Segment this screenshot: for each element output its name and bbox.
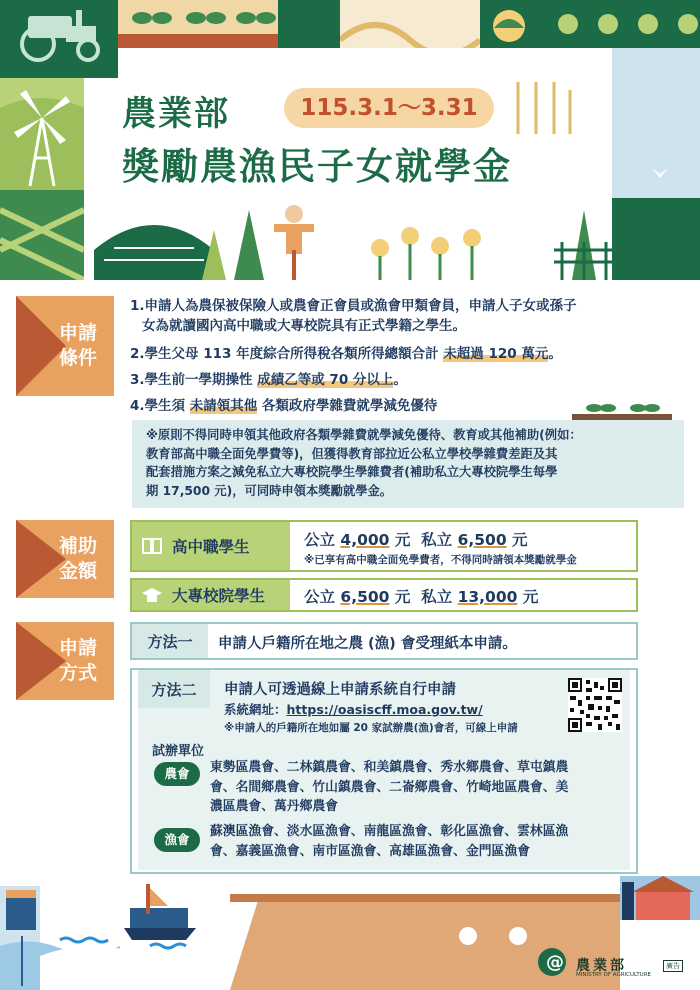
header-banner [0,0,700,280]
pilot-units-title: 試辦單位 [152,744,205,759]
college-amount: 公立 6,500 元 私立 13,000 元 [304,588,539,606]
method-2-note: ※申請人的戶籍所在地如屬 20 家試辦農(漁)會者，可線上申請 [224,722,518,734]
condition-4: 4.學生須 未請領其他 各類政府學雜費就學減免優待 [130,398,438,414]
method-1 [130,622,638,660]
conditions-note: ※原則不得同時申領其他政府各類學雜費就學減免優待、教育或其他補助(例如： 教育部高中職全面免學費等)，但獲得教育部拉近公私立學校學雜費差距及其 配套措施方案之減免私立大專校院學生學雜費者(補助私立大專校院學生每學 期 17,500 元)，可同時申領本獎勵就學金。 [132,420,684,508]
windmill-tile [0,78,84,190]
amount-label-text: 補助金額 [58,535,97,582]
condition-2: 2.學生父母 113 年度綜合所得稅各類所得總額合計 未超過 120 萬元。 [130,346,562,362]
sprout-tile [480,0,538,48]
tractor-icon [0,0,118,78]
method-label-text: 申請方式 [58,637,97,684]
college-label: 大專校院學生 [172,587,266,605]
wheat-icon [506,78,576,134]
leaf-strip [118,0,278,48]
boat-icon [124,884,196,940]
method-2-text: 申請人可透過線上申請系統自行申請 [224,682,456,698]
ad-label: 廣告 [663,960,683,972]
qr-code[interactable] [568,678,622,732]
section-label-conditions [16,296,114,396]
fishery-association-tag: 漁會 [154,828,200,852]
ministry-logo-subtitle: MINISTRY OF AGRICULTURE [576,972,651,978]
system-url-link[interactable]: https://oasiscff.moa.gov.tw/ [286,702,483,717]
right-sky [612,48,700,280]
tractor-tile [0,0,118,78]
date-range-badge: 115.3.1～3.31 [284,88,494,128]
section-label-amount [16,520,114,598]
conditions-label-text: 申請條件 [58,322,97,369]
method-1-text: 申請人戶籍所在地之農 (漁) 會受理紙本申請。 [218,636,517,652]
amount-high-school [130,520,638,572]
high-school-amount: 公立 4,000 元 私立 6,500 元 [304,531,528,549]
graduation-cap-icon [142,586,162,604]
yellow-tile [340,0,480,48]
farm-landscape [84,190,612,280]
page-title: 獎勵農漁民子女就學金 [122,145,512,188]
method-2-tag: 方法二 [138,670,210,708]
method-1-tag: 方法一 [132,624,208,658]
farm-association-tag: 農會 [154,762,200,786]
method-2 [130,668,638,874]
high-school-note: ※已享有高中職全面免學費者，不得同時請領本獎勵就學金 [304,554,577,566]
fishery-association-list: 蘇澳區漁會、淡水區漁會、南龍區漁會、彰化區漁會、雲林區漁 會、嘉義區漁會、南市區漁會、高雄區漁會、金門區漁會 [210,824,569,859]
ministry-title: 農業部 [122,94,230,134]
section-label-method [16,622,114,700]
high-school-label: 高中職學生 [172,538,250,556]
condition-3: 3.學生前一學期操性 成績乙等或 70 分以上。 [130,372,407,388]
book-icon [142,537,162,555]
amount-college [130,578,638,612]
svg-text:@: @ [546,952,564,973]
windmill-icon [0,78,84,190]
ministry-logo-text: 農業部 [576,958,627,974]
system-url: 系統網址：https://oasiscff.moa.gov.tw/ [224,702,483,717]
farm-association-list: 東勢區農會、二林鎮農會、和美鎮農會、秀水鄉農會、草屯鎮農 會、名間鄉農會、竹山鎮農會、二崙鄉農會、竹崎地區農會、美 濃區農會、萬丹鄉農會 [210,760,569,814]
green-tile [278,0,340,48]
field-tile [0,190,84,280]
sky-tile [538,0,700,48]
condition-1: 1.申請人為農保被保險人或農會正會員或漁會甲類會員，申請人子女或孫子 女為就讀國內高中職或大專校院具有正式學籍之學生。 [130,298,577,334]
sprouts-icon [572,398,672,420]
